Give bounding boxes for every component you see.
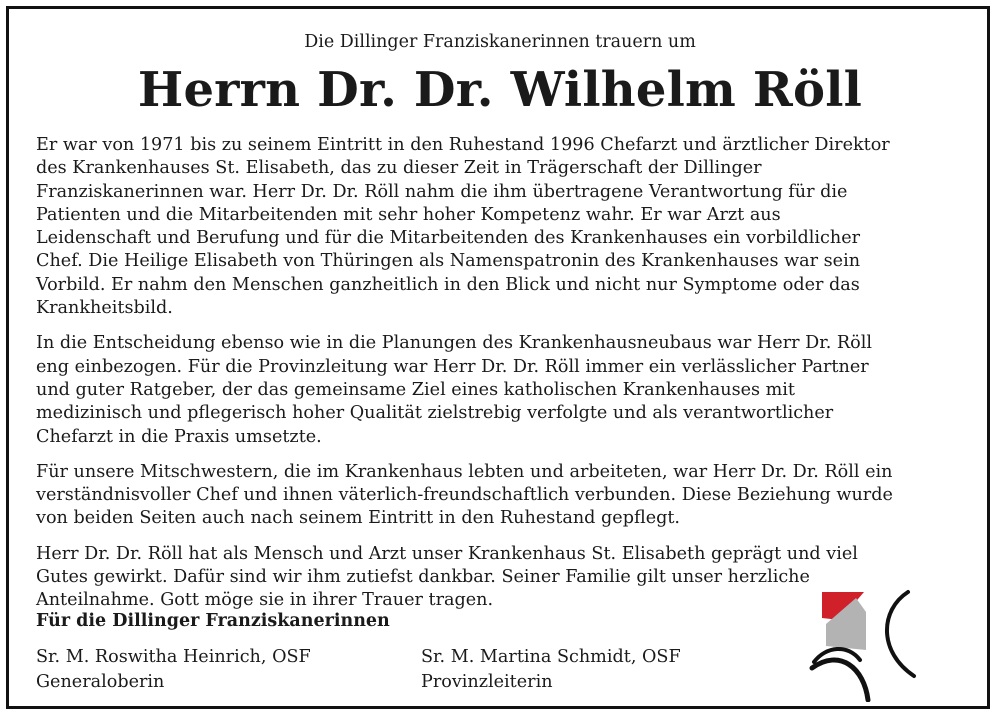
signer-name: Sr. M. Martina Schmidt, OSF [421, 647, 681, 667]
emblem-right-arc [887, 592, 914, 676]
paragraph-career: Er war von 1971 bis zu seinem Eintritt in den Ruhestand 1996 Chefarzt und ärztlicher Direktor des Krankenhauses St. Elisabeth, das zu dieser Zeit in Trägerschaft der Dillinger Franziskanerinnen war. Herr Dr. Dr. Röll nahm die ihm übertragene Verantwortung für die Patienten und die Mitarbeitenden mit sehr hoher Kompetenz wahr. Er war Arzt aus Leidenschaft und Berufung und für die Mitarbeitenden des Krankenhauses ein vorbildlicher Chef. Die Heilige Elisabeth von Thüringen als Namenspatronin des Krankenhauses war sein Vorbild. Er nahm den Menschen ganzheitlich in den Blick und nicht nur Symptome oder das Krankheitsbild. [36, 135, 890, 319]
emblem-lower-curve [812, 660, 868, 700]
intro-line: Die Dillinger Franziskanerinnen trauern um [304, 32, 696, 52]
signer-role: Generaloberin [36, 672, 165, 692]
paragraph-gratitude: Herr Dr. Dr. Röll hat als Mensch und Arzt unser Krankenhaus St. Elisabeth geprägt und viel Gutes gewirkt. Dafür sind wir ihm zutiefst dankbar. Seiner Familie gilt unser herzliche Anteilnahme. Gott möge sie in ihrer Trauer tragen. [36, 543, 858, 611]
franciscan-emblem-icon [804, 584, 934, 702]
deceased-name: Herrn Dr. Dr. Wilhelm Röll [137, 62, 863, 118]
paragraph-new-building: In die Entscheidung ebenso wie in die Planungen des Krankenhausneubaus war Herr Dr. Röll eng einbezogen. Für die Provinzleitung war Herr Dr. Dr. Röll immer ein verlässlicher Partner und guter Ratgeber, der das gemeinsame Ziel eines katholischen Krankenhauses mit medizinisch und pflegerisch hoher Qualität zielstrebig verfolgte und als verantwortlicher Chefarzt in die Praxis umsetzte. [36, 333, 872, 447]
notice-body [36, 134, 976, 625]
signer-role: Provinzleiterin [421, 672, 553, 692]
signoff-line: Für die Dillinger Franziskanerinnen [36, 611, 390, 631]
signer-provincial-superior [421, 645, 681, 695]
signer-general-superior [36, 645, 311, 695]
paragraph-sisters: Für unsere Mitschwestern, die im Krankenhaus lebten und arbeiteten, war Herr Dr. Dr. Röll ein verständnisvoller Chef und ihnen väterlich-freundschaftlich verbunden. Diese Beziehung wurde von beiden Seiten auch nach seinem Eintritt in den Ruhestand gepflegt. [36, 461, 893, 529]
signer-name: Sr. M. Roswitha Heinrich, OSF [36, 647, 311, 667]
